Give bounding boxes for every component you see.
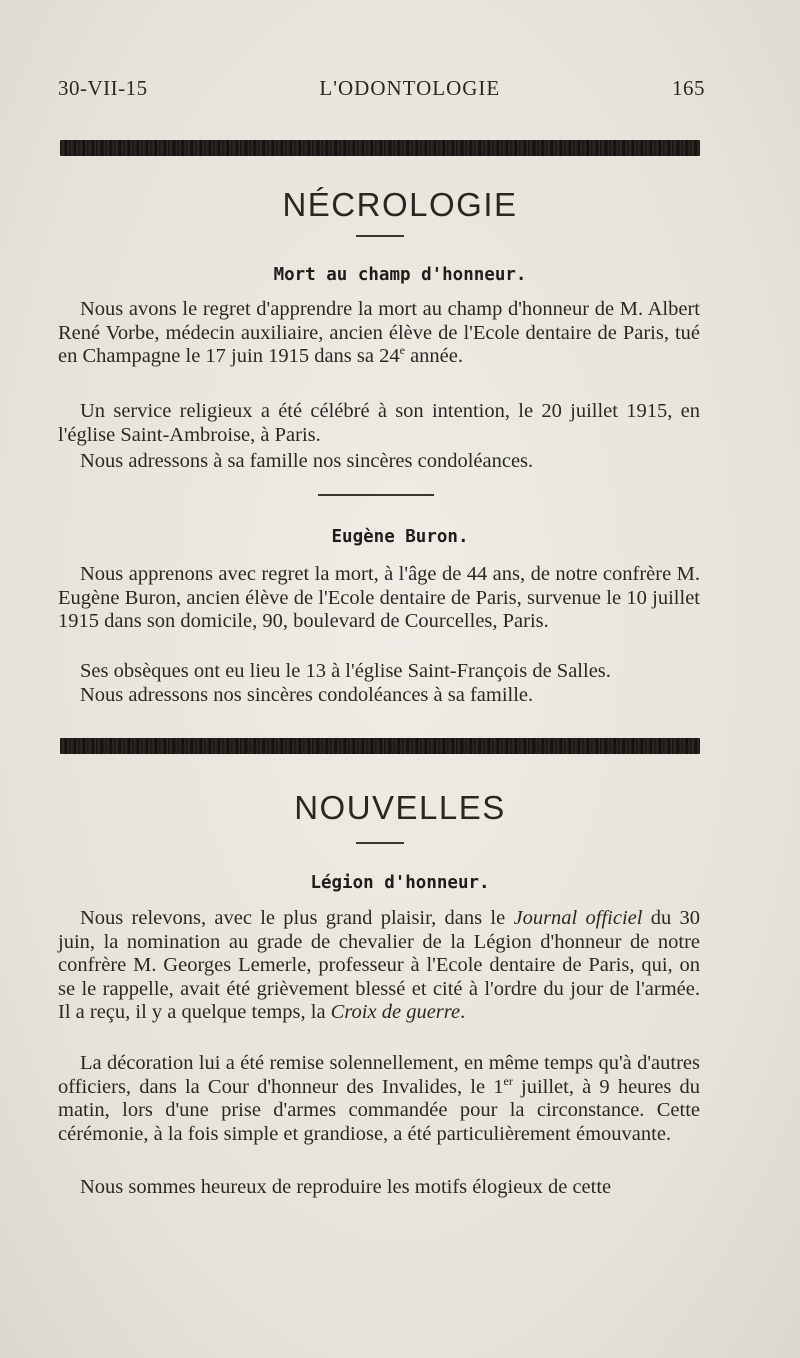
paragraph-buron-funeral: Ses obsèques ont eu lieu le 13 à l'église Saint-François de Salles. [80,660,611,682]
section-rule-middle [60,738,700,754]
journal-title: L'ODONTOLOGIE [319,76,501,100]
running-head [58,76,705,101]
paragraph-motifs: Nous sommes heureux de reproduire les motifs élogieux de cette [80,1176,612,1198]
necrologie-title: NÉCROLOGIE [282,186,518,223]
paragraph-buron-death: Nous apprenons avec regret la mort, à l'âge de 44 ans, de notre confrère M. Eugène Buron, ancien élève de l'Ecole dentaire de Paris, survenue le 10 juillet 1915 dans son domicile, 90, boulevard de Courcelles, Paris. [58,563,700,633]
paragraph-lemerle-nomination: Nous relevons, avec le plus grand plaisir, dans le Journal officiel du 30 juin, la nomination au grade de chevalier de la Légion d'honneur de notre confrère M. Georges Lemerle, professeur à l'Ecole dentaire de Paris, qui, on se le rappelle, avait été grièvement blessé et cité à l'ordre du jour de l'armée. Il a reçu, il y a quelque temps, la Croix de guerre. [58,907,701,1024]
section-rule-top [60,140,700,156]
paragraph-vorbe-condolences: Nous adressons à sa famille nos sincères condoléances. [80,450,534,472]
paragraph-buron-condolences: Nous adressons nos sincères condoléances à sa famille. [80,684,534,706]
title-underline [356,842,404,844]
divider-rule [318,494,434,496]
paragraph-vorbe-death: Nous avons le regret d'apprendre la mort au champ d'honneur de M. Albert René Vorbe, médecin auxiliaire, ancien élève de l'Ecole dentaire de Paris, tué en Champagne le 17 juin 1915 dans sa 24e année. [58,298,700,368]
title-underline [356,235,404,237]
issue-date: 30-VII-15 [58,76,148,100]
subheading-mort-champ-honneur: Mort au champ d'honneur. [273,265,527,285]
paragraph-lemerle-decoration: La décoration lui a été remise solennellement, en même temps qu'à d'autres officiers, dans la Cour d'honneur des Invalides, le 1er juillet, à 9 heures du matin, lors d'une prise d'armes commandée pour la circonstance. Cette cérémonie, à la fois simple et grandiose, a été particulièrement émouvante. [58,1052,700,1145]
nouvelles-title: NOUVELLES [294,789,506,826]
page-number: 165 [671,76,705,100]
subheading-legion-honneur: Légion d'honneur. [310,873,490,893]
paragraph-vorbe-service: Un service religieux a été célébré à son intention, le 20 juillet 1915, en l'église Saint-Ambroise, à Paris. [58,400,700,446]
subheading-eugene-buron: Eugène Buron. [331,527,469,547]
